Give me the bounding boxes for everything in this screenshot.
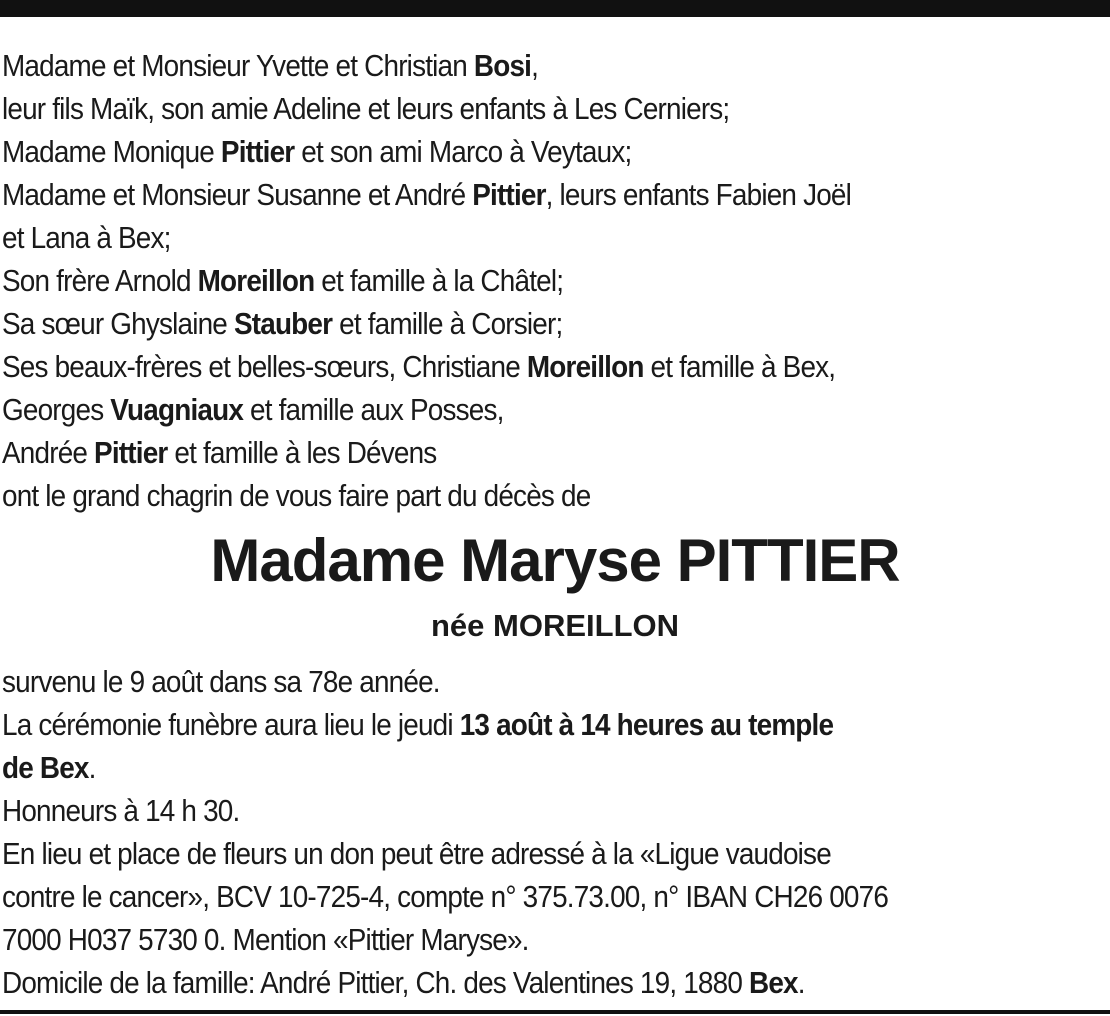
intro-text: et famille à Bex,	[643, 349, 836, 384]
family-announcement	[2, 44, 1108, 517]
intro-line	[2, 302, 1108, 345]
detail-text: La cérémonie funèbre aura lieu le jeudi	[2, 707, 460, 742]
intro-text: et son ami Marco à Veytaux;	[294, 134, 632, 169]
detail-text: .	[88, 750, 96, 785]
surname: Pittier	[220, 134, 295, 169]
intro-text: Son frère Arnold	[2, 263, 198, 298]
surname: Pittier	[472, 177, 546, 212]
intro-line	[2, 431, 1108, 474]
intro-text: Sa sœur Ghyslaine	[2, 306, 234, 341]
intro-text: ,	[531, 48, 539, 83]
intro-text: Madame Monique	[2, 134, 221, 169]
intro-line: leur fils Maïk, son amie Adeline et leurs enfants à Les Cerniers;	[2, 91, 730, 126]
intro-line	[2, 130, 1108, 173]
detail-text: Domicile de la famille: André Pittier, Ch. des Valentines 19, 1880	[2, 965, 749, 1000]
intro-text: et famille à la Châtel;	[314, 263, 564, 298]
detail-line	[2, 746, 1108, 789]
surname: Stauber	[233, 306, 333, 341]
surname: Moreillon	[197, 263, 315, 298]
maiden-name: née MOREILLON	[430, 608, 679, 643]
ceremony-place: de Bex	[2, 750, 89, 785]
intro-text: , leurs enfants Fabien Joël	[545, 177, 852, 212]
detail-line: En lieu et place de fleurs un don peut être adressé à la «Ligue vaudoise	[2, 836, 831, 871]
detail-line: contre le cancer», BCV 10-725-4, compte n° 375.73.00, n° IBAN CH26 0076	[2, 879, 889, 914]
detail-line	[2, 703, 1108, 746]
intro-line	[2, 388, 1108, 431]
intro-text: Madame et Monsieur Yvette et Christian	[2, 48, 474, 83]
surname: Moreillon	[526, 349, 644, 384]
ceremony-datetime: 13 août à 14 heures au temple	[459, 707, 834, 742]
city: Bex	[749, 965, 798, 1000]
surname: Pittier	[94, 435, 168, 470]
intro-text: et famille à Corsier;	[332, 306, 563, 341]
intro-line	[2, 44, 1108, 87]
detail-line: survenu le 9 août dans sa 78e année.	[2, 664, 440, 699]
intro-text: Ses beaux-frères et belles-sœurs, Christiane	[2, 349, 527, 384]
intro-line	[2, 173, 1108, 216]
detail-line: 7000 H037 5730 0. Mention «Pittier Maryse».	[2, 922, 529, 957]
bottom-rule	[0, 1010, 1110, 1014]
intro-text: Madame et Monsieur Susanne et André	[2, 177, 473, 212]
detail-text: .	[797, 965, 805, 1000]
intro-line: ont le grand chagrin de vous faire part du décès de	[2, 478, 591, 513]
top-rule	[0, 0, 1110, 17]
intro-line	[2, 345, 1108, 388]
intro-text: et famille à les Dévens	[167, 435, 437, 470]
intro-text: Georges	[2, 392, 111, 427]
intro-text: Andrée	[2, 435, 95, 470]
surname: Bosi	[473, 48, 532, 83]
intro-text: et famille aux Posses,	[243, 392, 504, 427]
ceremony-details	[2, 660, 1108, 1004]
intro-line	[2, 259, 1108, 302]
detail-line	[2, 961, 1108, 1004]
detail-line: Honneurs à 14 h 30.	[2, 793, 240, 828]
intro-line: et Lana à Bex;	[2, 220, 171, 255]
deceased-name: Madame Maryse PITTIER	[210, 527, 900, 594]
surname: Vuagniaux	[110, 392, 244, 427]
